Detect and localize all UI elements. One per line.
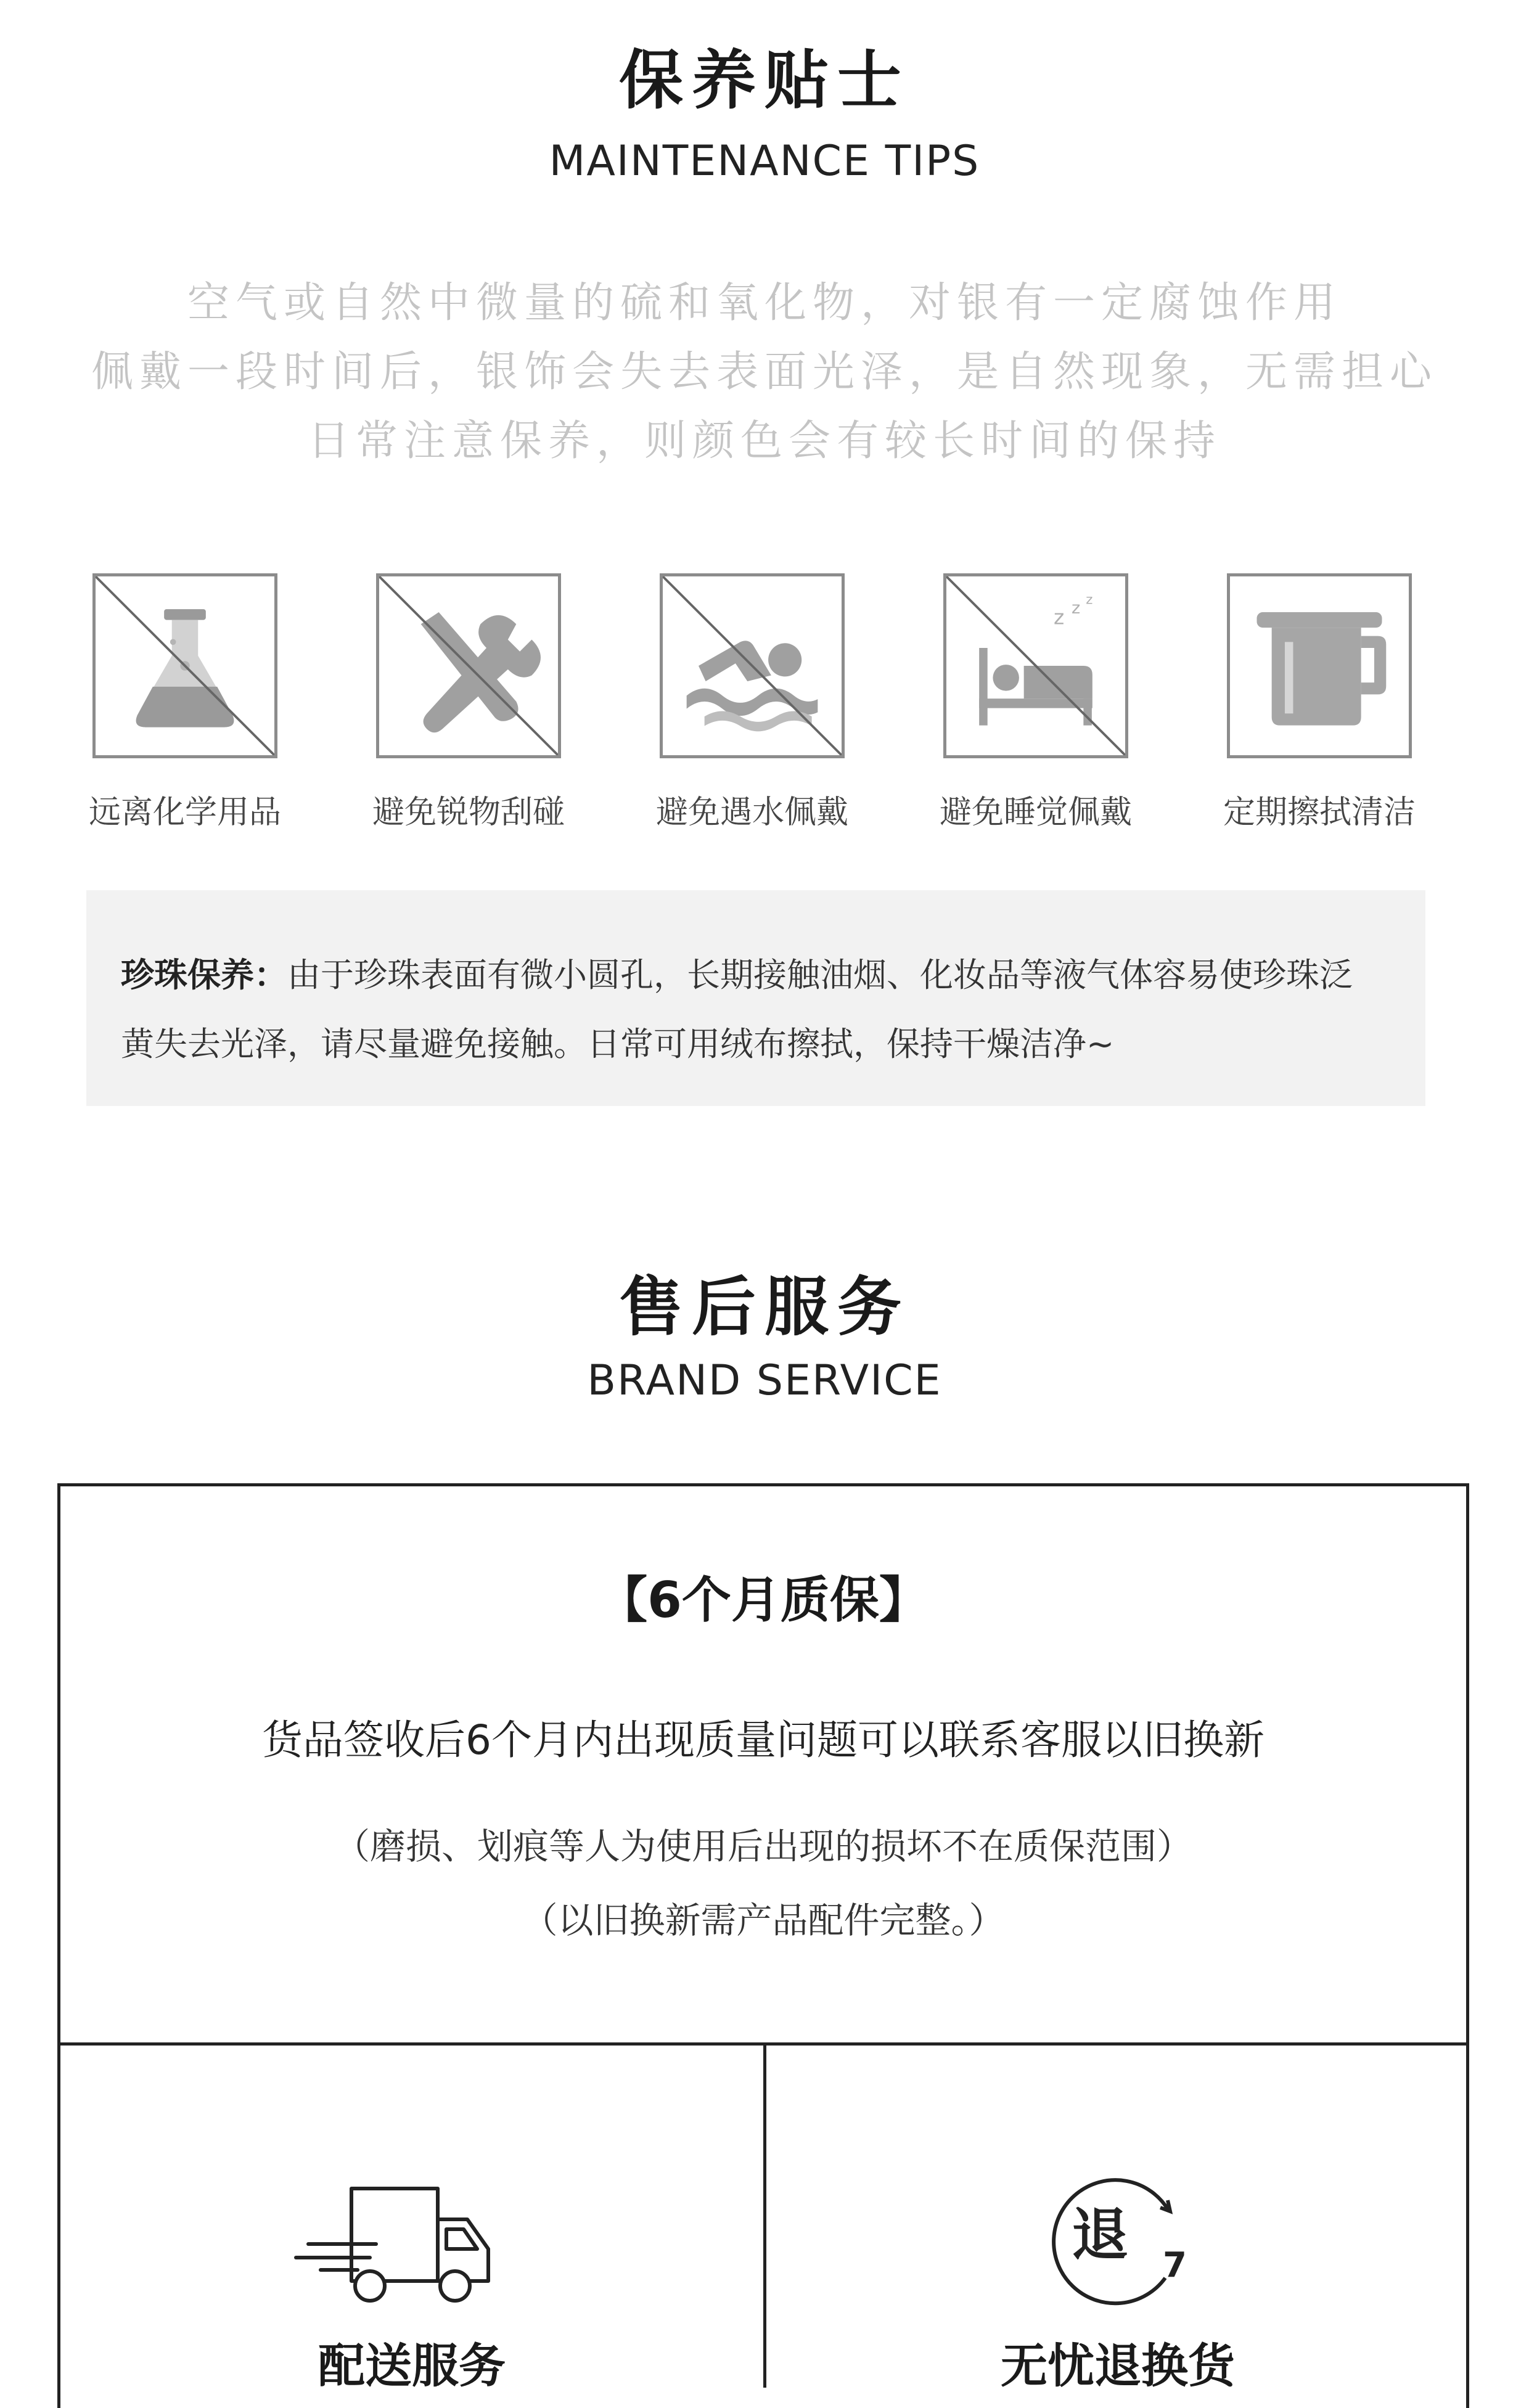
delivery-label: 配送服务 <box>318 2338 506 2393</box>
tip-sleep <box>931 573 1141 831</box>
warranty-main-text: 货品签收后6个月内出现质量问题可以联系客服以旧换新 <box>262 1716 1265 1764</box>
tip-chemicals <box>80 573 290 831</box>
tools-icon <box>376 573 561 758</box>
warranty-note: （磨损、划痕等人为使用后出现的损坏不在质保范围） <box>334 1825 1192 1867</box>
tip-label: 避免锐物刮碰 <box>372 794 565 831</box>
tip-label: 定期擦拭清洁 <box>1223 794 1416 831</box>
tip-sharp-objects <box>364 573 573 831</box>
truck-icon <box>284 2176 493 2312</box>
svg-text:z: z <box>1072 598 1081 618</box>
return-7-icon <box>1042 2167 1202 2315</box>
pearl-care-line-1 <box>121 941 1391 1010</box>
tip-water <box>647 573 857 831</box>
warranty-heading: 【6个月质保】 <box>598 1571 928 1629</box>
maintenance-subtitle: MAINTENANCE TIPS <box>549 137 980 186</box>
intro-line: 日常注意保养，则颜色会有较长时间的保持 <box>307 417 1221 465</box>
service-divider <box>763 2042 766 2388</box>
sleeping-bed-icon <box>943 573 1128 758</box>
pearl-care-lead: 珍珠保养： <box>121 956 287 994</box>
kettle-icon <box>1227 573 1412 758</box>
tip-label: 避免遇水佩戴 <box>655 794 848 831</box>
maintenance-title: 保养贴士 <box>618 43 910 118</box>
warranty-note: （以旧换新需产品配件完整。） <box>522 1899 1005 1941</box>
tip-cleaning <box>1215 573 1424 831</box>
return-label: 无忧退换货 <box>1001 2338 1235 2393</box>
service-title: 售后服务 <box>618 1269 910 1345</box>
pearl-care-box <box>86 890 1425 1106</box>
return-badge-num: 7 <box>1163 2245 1187 2285</box>
intro-line: 空气或自然中微量的硫和氧化物，对银有一定腐蚀作用 <box>187 279 1342 327</box>
return-badge-char: 退 <box>1072 2202 1129 2268</box>
service-subtitle: BRAND SERVICE <box>587 1356 942 1405</box>
intro-line: 佩戴一段时间后，银饰会失去表面光泽，是自然现象，无需担心 <box>91 348 1438 396</box>
pearl-care-line-2: 黄失去光泽，请尽量避免接触。日常可用绒布擦拭，保持干燥洁净~ <box>121 1025 1115 1063</box>
svg-text:z: z <box>1086 592 1093 608</box>
svg-text:z: z <box>1054 605 1065 629</box>
tip-label: 避免睡觉佩戴 <box>939 794 1132 831</box>
flask-icon <box>92 573 277 758</box>
swimmer-icon <box>660 573 845 758</box>
pearl-care-text: 由于珍珠表面有微小圆孔，长期接触油烟、化妆品等液气体容易使珍珠泛 <box>287 956 1353 994</box>
tip-label: 远离化学用品 <box>88 794 281 831</box>
